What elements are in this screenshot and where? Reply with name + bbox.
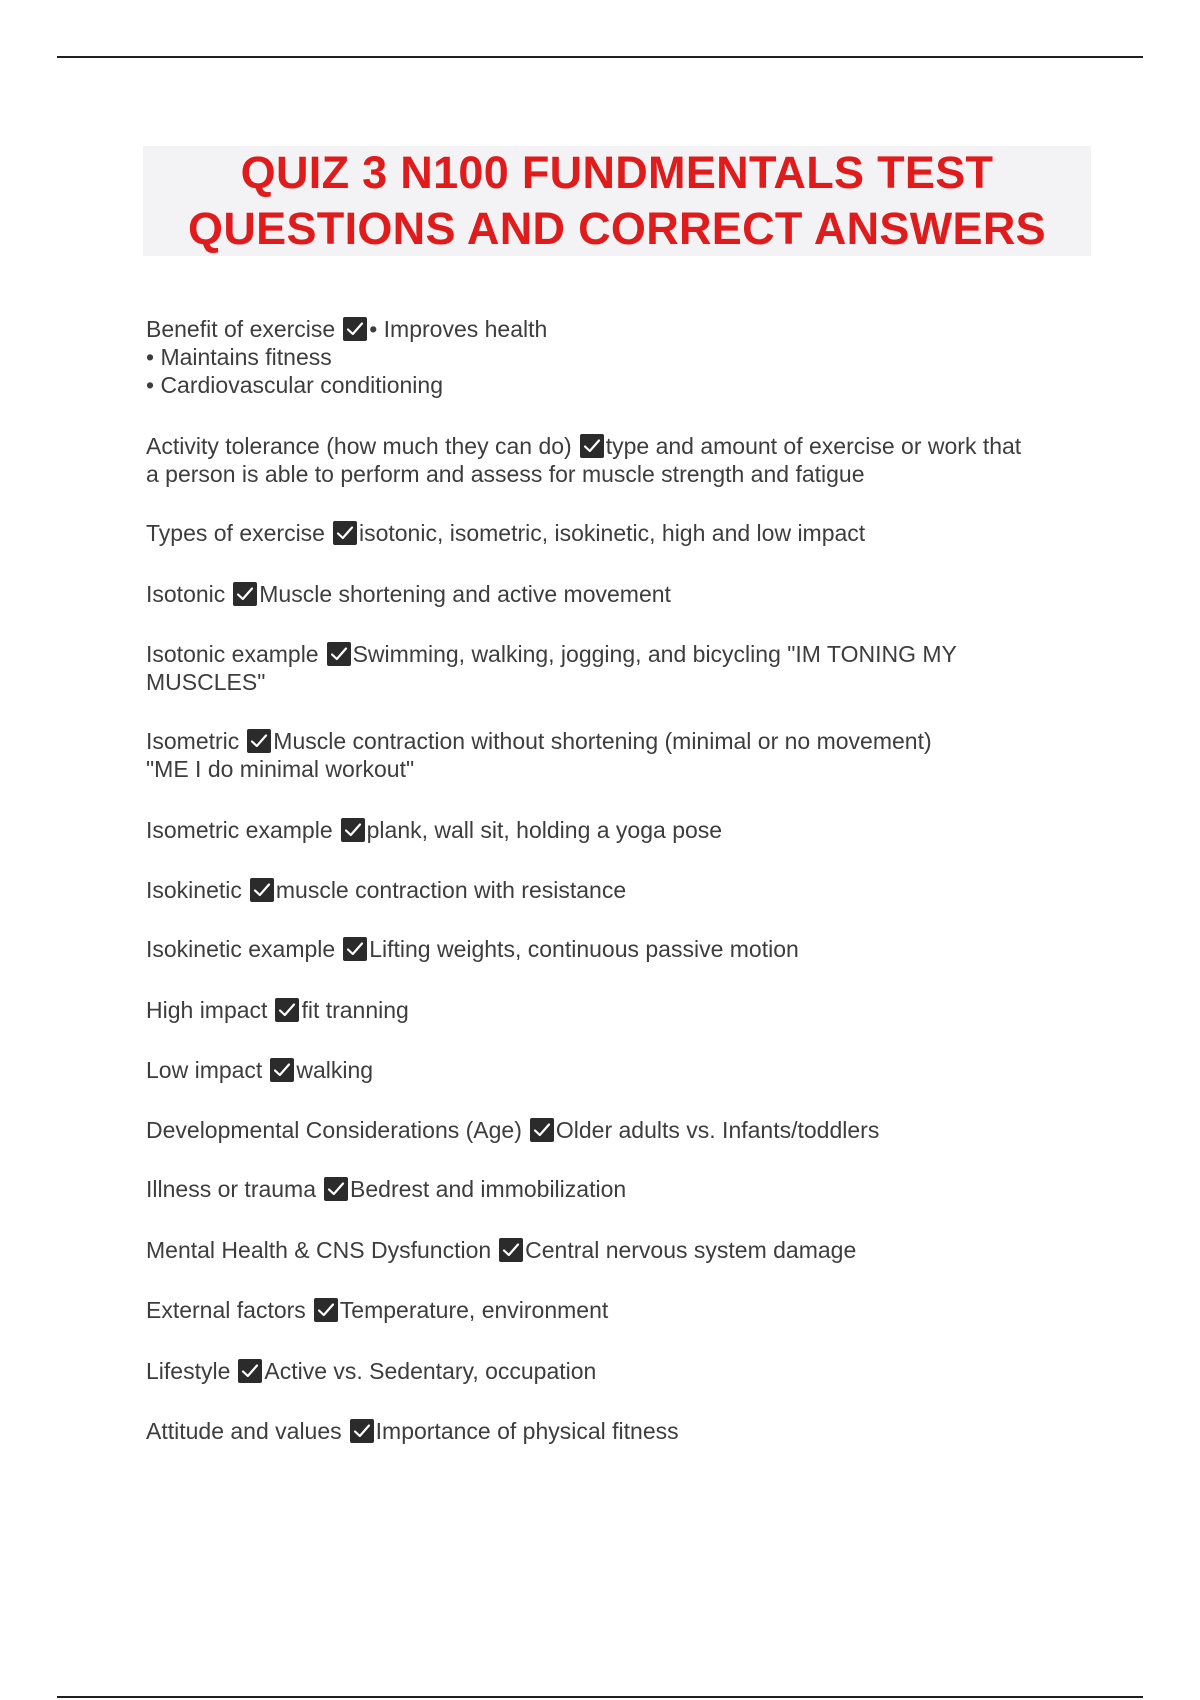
qa-term: Benefit of exercise bbox=[146, 316, 336, 342]
qa-term: Illness or trauma bbox=[146, 1176, 317, 1202]
qa-answer-continued: a person is able to perform and assess for muscle strength and fatigue bbox=[146, 461, 865, 487]
qa-item bbox=[146, 1175, 1086, 1203]
qa-answer: Older adults vs. Infants/toddlers bbox=[555, 1117, 880, 1143]
qa-answer-continued: • Maintains fitness bbox=[146, 344, 332, 370]
title-line-2: QUESTIONS AND CORRECT ANSWERS bbox=[188, 203, 1046, 254]
qa-answer-continued: MUSCLES" bbox=[146, 669, 266, 695]
qa-item bbox=[146, 935, 1086, 963]
qa-item bbox=[146, 1296, 1086, 1324]
qa-item bbox=[146, 315, 1086, 399]
qa-term: Isometric bbox=[146, 728, 240, 754]
qa-answer: Temperature, environment bbox=[339, 1297, 609, 1323]
qa-term: Low impact bbox=[146, 1057, 263, 1083]
check-box-icon bbox=[275, 998, 299, 1022]
qa-item bbox=[146, 996, 1086, 1024]
qa-first-line bbox=[146, 1357, 1086, 1385]
qa-item bbox=[146, 580, 1086, 608]
qa-term: Mental Health & CNS Dysfunction bbox=[146, 1237, 492, 1263]
qa-answer: Bedrest and immobilization bbox=[350, 1176, 627, 1202]
qa-item bbox=[146, 876, 1086, 904]
qa-answer: Importance of physical fitness bbox=[375, 1418, 679, 1444]
qa-term: Isotonic example bbox=[146, 641, 319, 667]
qa-item bbox=[146, 1116, 1086, 1144]
qa-first-line bbox=[146, 640, 1086, 668]
qa-term: Developmental Considerations (Age) bbox=[146, 1117, 522, 1143]
qa-answer: fit tranning bbox=[301, 997, 409, 1023]
qa-term: Isotonic bbox=[146, 581, 226, 607]
qa-item bbox=[146, 640, 1086, 696]
qa-first-line bbox=[146, 996, 1086, 1024]
qa-item bbox=[146, 1056, 1086, 1084]
qa-first-line bbox=[146, 935, 1086, 963]
qa-answer: Lifting weights, continuous passive motion bbox=[369, 936, 799, 962]
document-title bbox=[143, 146, 1091, 256]
qa-first-line bbox=[146, 1417, 1086, 1445]
check-box-icon bbox=[250, 878, 274, 902]
check-box-icon bbox=[314, 1298, 338, 1322]
qa-answer: muscle contraction with resistance bbox=[275, 877, 627, 903]
bottom-rule bbox=[57, 1696, 1143, 1698]
qa-term: Isokinetic example bbox=[146, 936, 336, 962]
qa-first-line bbox=[146, 315, 1086, 343]
qa-first-line bbox=[146, 1175, 1086, 1203]
qa-answer: Muscle shortening and active movement bbox=[259, 581, 671, 607]
check-box-icon bbox=[350, 1419, 374, 1443]
qa-term: Isometric example bbox=[146, 817, 333, 843]
qa-term: Types of exercise bbox=[146, 520, 325, 546]
check-box-icon bbox=[343, 317, 367, 341]
check-box-icon bbox=[324, 1177, 348, 1201]
check-box-icon bbox=[530, 1118, 554, 1142]
qa-item bbox=[146, 1417, 1086, 1445]
check-box-icon bbox=[270, 1058, 294, 1082]
check-box-icon bbox=[233, 582, 257, 606]
qa-answer: Muscle contraction without shortening (minimal or no movement) bbox=[273, 728, 932, 754]
check-box-icon bbox=[247, 729, 271, 753]
qa-answer: • Improves health bbox=[369, 316, 548, 342]
qa-term: Activity tolerance (how much they can do) bbox=[146, 433, 572, 459]
qa-answer: isotonic, isometric, isokinetic, high and low impact bbox=[358, 520, 866, 546]
qa-answer: Swimming, walking, jogging, and bicycling "IM TONING MY bbox=[352, 641, 957, 667]
qa-first-line bbox=[146, 580, 1086, 608]
qa-term: Lifestyle bbox=[146, 1358, 231, 1384]
check-box-icon bbox=[343, 937, 367, 961]
qa-answer: plank, wall sit, holding a yoga pose bbox=[366, 817, 723, 843]
qa-first-line bbox=[146, 816, 1086, 844]
qa-first-line bbox=[146, 727, 1086, 755]
title-line-1: QUIZ 3 N100 FUNDMENTALS TEST bbox=[240, 147, 994, 198]
qa-first-line bbox=[146, 1056, 1086, 1084]
qa-answer: walking bbox=[296, 1057, 374, 1083]
qa-term: Attitude and values bbox=[146, 1418, 342, 1444]
qa-first-line bbox=[146, 1296, 1086, 1324]
top-rule bbox=[57, 56, 1143, 58]
qa-item bbox=[146, 1236, 1086, 1264]
qa-term: Isokinetic bbox=[146, 877, 242, 903]
qa-first-line bbox=[146, 1116, 1086, 1144]
qa-answer: Active vs. Sedentary, occupation bbox=[264, 1358, 597, 1384]
qa-answer: Central nervous system damage bbox=[525, 1237, 857, 1263]
check-box-icon bbox=[499, 1238, 523, 1262]
check-box-icon bbox=[327, 642, 351, 666]
qa-answer: type and amount of exercise or work that bbox=[605, 433, 1022, 459]
qa-item bbox=[146, 727, 1086, 783]
qa-item bbox=[146, 816, 1086, 844]
qa-answer-continued: "ME I do minimal workout" bbox=[146, 756, 415, 782]
qa-term: High impact bbox=[146, 997, 268, 1023]
qa-item bbox=[146, 519, 1086, 547]
qa-first-line bbox=[146, 1236, 1086, 1264]
qa-first-line bbox=[146, 432, 1086, 460]
check-box-icon bbox=[341, 818, 365, 842]
qa-answer-continued: • Cardiovascular conditioning bbox=[146, 372, 443, 398]
check-box-icon bbox=[580, 434, 604, 458]
qa-first-line bbox=[146, 876, 1086, 904]
qa-first-line bbox=[146, 519, 1086, 547]
qa-item bbox=[146, 1357, 1086, 1385]
check-box-icon bbox=[333, 521, 357, 545]
qa-term: External factors bbox=[146, 1297, 306, 1323]
qa-item bbox=[146, 432, 1086, 488]
check-box-icon bbox=[238, 1359, 262, 1383]
